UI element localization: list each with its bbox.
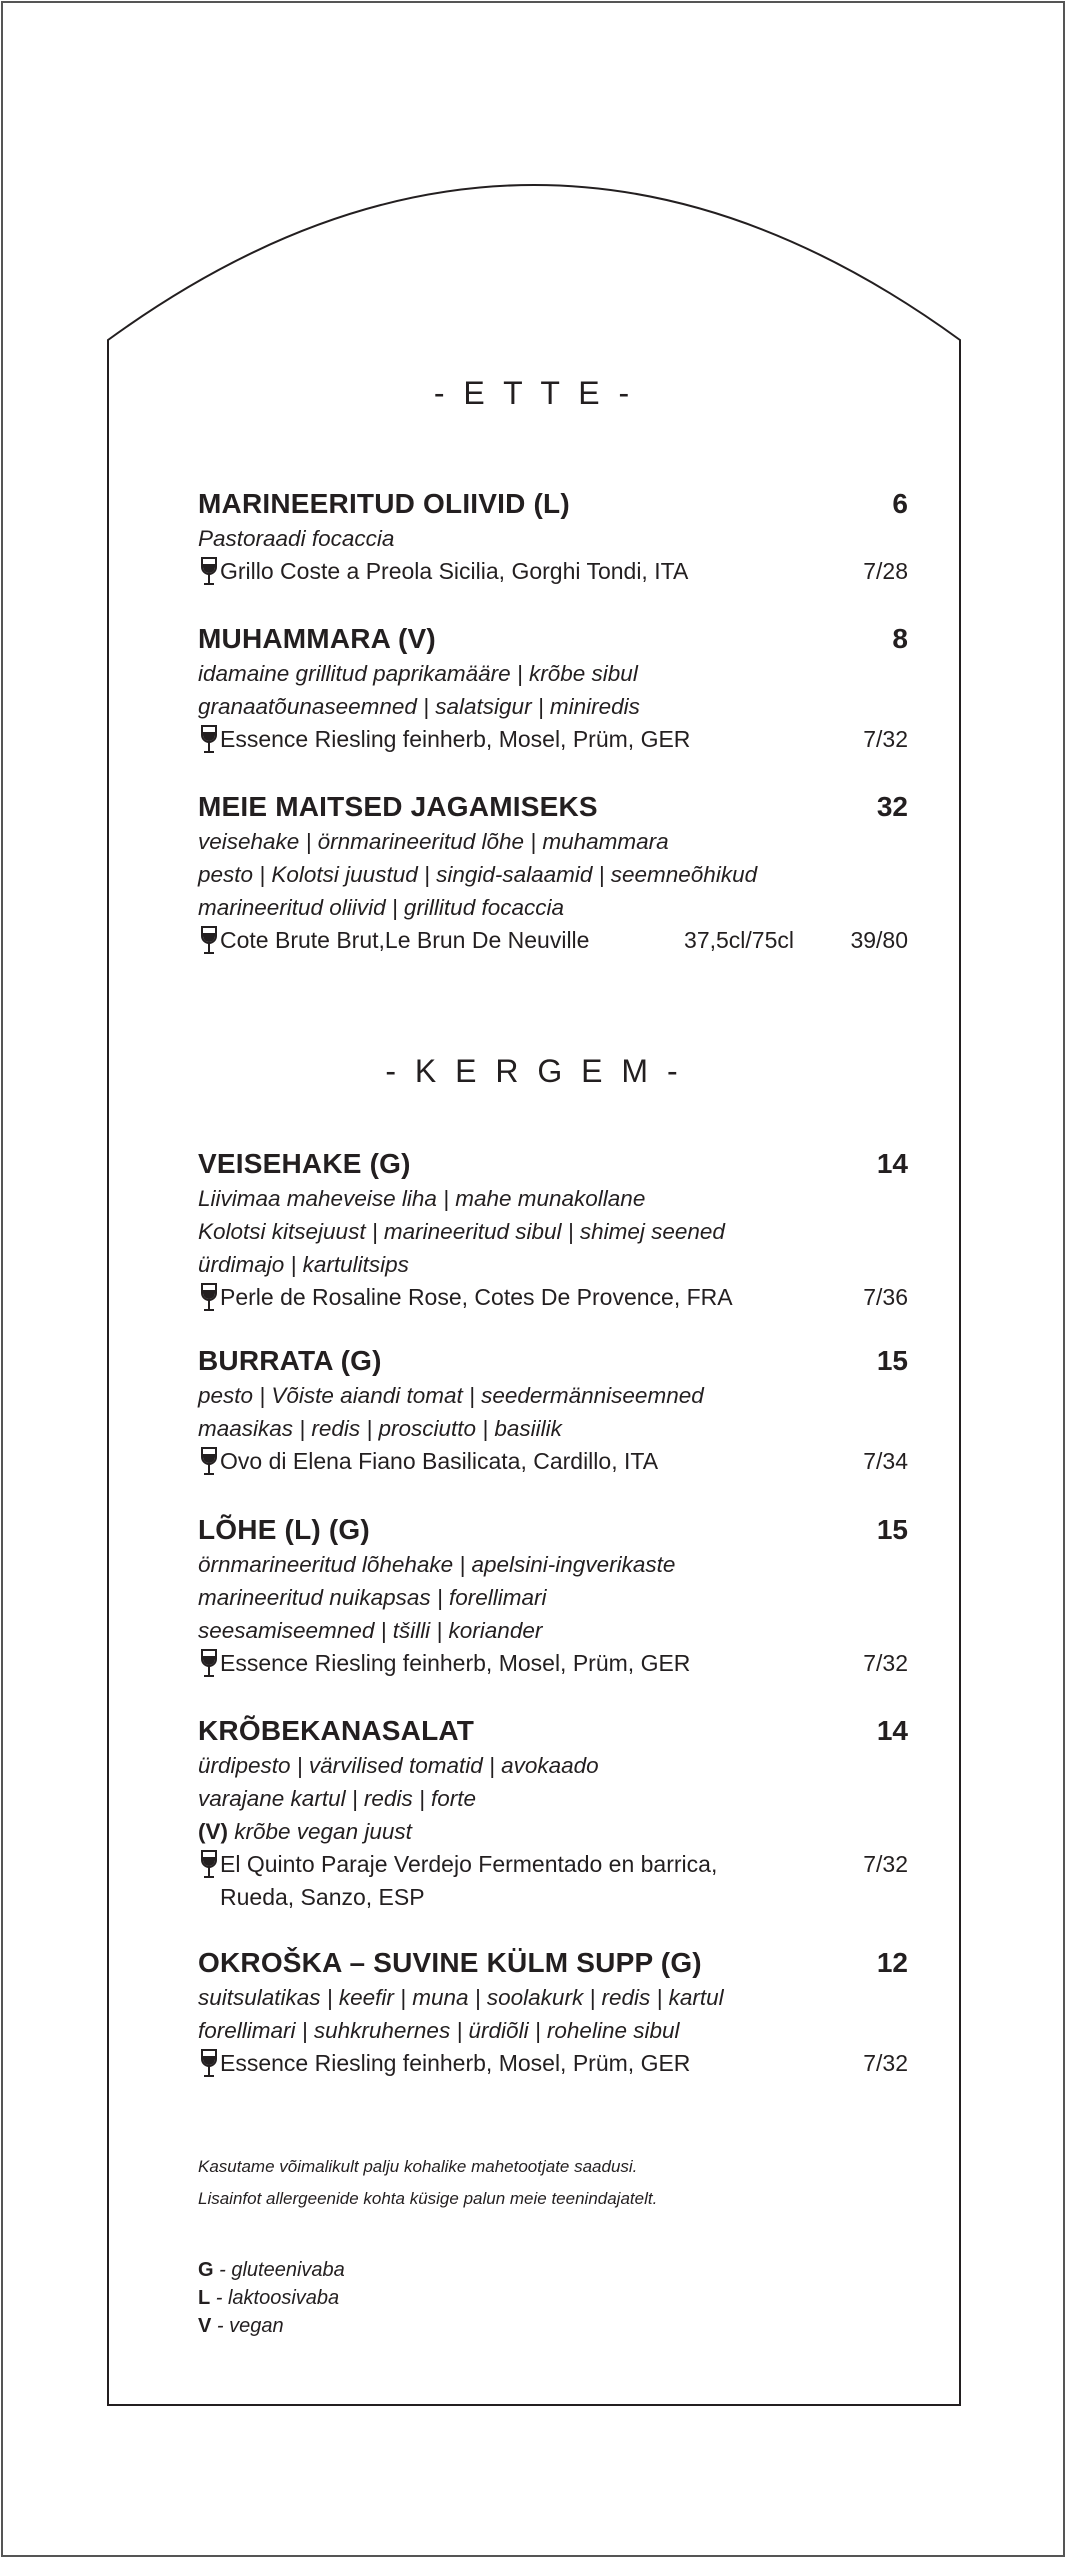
wine-name: Cote Brute Brut,Le Brun De Neuville [220,927,590,953]
menu-item-marineeritud-oliivid [198,486,908,588]
dish-description: marineeritud nuikapsas | forellimari [198,1585,547,1610]
wine-pairing [198,1445,908,1478]
vegan-note-text: krõbe vegan juust [228,1819,412,1844]
wine-name: Essence Riesling feinherb, Mosel, Prüm, GER [220,2050,691,2076]
dish-description: forellimari | suhkruhernes | ürdiõli | roheline sibul [198,2018,680,2043]
legend-label: - gluteenivaba [213,2259,345,2281]
dish-price: 14 [876,1148,908,1179]
wine-glass-icon [198,723,220,756]
wine-name: Essence Riesling feinherb, Mosel, Prüm, GER [220,1650,691,1676]
wine-glass-icon [198,1281,220,1314]
dish-name: MEIE MAITSED JAGAMISEKS [198,791,598,822]
dish-price: 15 [876,1514,908,1545]
legend-key: L [198,2287,211,2309]
dish-price: 8 [892,623,908,654]
wine-price: 7/28 [863,558,908,584]
wine-glass-icon [198,1848,220,1881]
dish-description: örnmarineeritud lõhehake | apelsini-ingverikaste [198,1552,676,1577]
wine-pairing [198,723,908,756]
wine-name [220,1848,818,1914]
wine-volume: 37,5cl/75cl [684,927,794,953]
menu-item-meie-maitsed-jagamiseks [198,789,908,957]
legend-item [198,2312,345,2340]
wine-name-line-1: El Quinto Paraje Verdejo Fermentado en barrica, [220,1851,718,1877]
wine-price: 7/32 [863,1650,908,1676]
dish-price: 32 [876,791,908,822]
dish-description: ürdipesto | värvilised tomatid | avokaado [198,1753,599,1778]
dish-description: marineeritud oliivid | grillitud focaccia [198,895,564,920]
footer-note-local-produce: Kasutame võimalikult palju kohalike mahetootjate saadusi. [198,2157,638,2176]
dish-name: LÕHE (L) (G) [198,1514,370,1545]
legend-key: V [198,2315,212,2337]
wine-price: 39/80 [850,927,908,953]
menu-item-krobekanasalat [198,1713,908,1914]
wine-price: 7/36 [863,1284,908,1310]
dish-name: VEISEHAKE (G) [198,1148,411,1179]
menu-item-muhammara [198,621,908,756]
dish-description: veisehake | örnmarineeritud lõhe | muhammara [198,829,669,854]
wine-pairing [198,1281,908,1314]
dish-description: Liivimaa maheveise liha | mahe munakollane [198,1186,646,1211]
dish-price: 6 [892,488,908,519]
section-title-ette: - E T T E - [433,375,635,411]
dish-description: idamaine grillitud paprikamääre | krõbe sibul [198,661,638,686]
wine-price: 7/32 [863,2050,908,2076]
vegan-tag: (V) [198,1819,228,1844]
dish-description: ürdimajo | kartulitsips [198,1252,409,1277]
wine-name: Perle de Rosaline Rose, Cotes De Provence, FRA [220,1284,733,1310]
dish-description: suitsulatikas | keefir | muna | soolakurk | redis | kartul [198,1985,724,2010]
menu-item-veisehake [198,1146,908,1314]
menu-item-lohe [198,1512,908,1680]
wine-pairing [198,1647,908,1680]
dish-name: KRÕBEKANASALAT [198,1715,475,1746]
dish-description: maasikas | redis | prosciutto | basiilik [198,1416,562,1441]
wine-glass-icon [198,924,220,957]
wine-glass-icon [198,555,220,588]
wine-name: Essence Riesling feinherb, Mosel, Prüm, GER [220,726,691,752]
legend-label: - vegan [211,2315,284,2337]
menu-item-burrata [198,1343,908,1478]
legend-item [198,2256,345,2284]
footer-note-allergens: Lisainfot allergeenide kohta küsige palun meie teenindajatelt. [198,2189,658,2208]
allergen-legend [198,2256,345,2340]
wine-glass-icon [198,1647,220,1680]
section-title-kergem: - K E R G E M - [385,1053,683,1089]
wine-glass-icon [198,1445,220,1478]
dish-vegan-note [198,1815,908,1848]
wine-pairing [198,1848,908,1914]
dish-description: Kolotsi kitsejuust | marineeritud sibul | shimej seened [198,1219,725,1244]
dish-name: MUHAMMARA (V) [198,623,436,654]
dish-description: seesamiseemned | tšilli | koriander [198,1618,543,1643]
wine-price: 7/32 [863,726,908,752]
dish-description: varajane kartul | redis | forte [198,1786,477,1811]
wine-pairing [198,555,908,588]
wine-pairing [198,924,908,957]
wine-glass-icon [198,2047,220,2080]
dish-price: 15 [876,1345,908,1376]
dish-name: BURRATA (G) [198,1345,382,1376]
wine-name-line-2: Rueda, Sanzo, ESP [220,1884,425,1910]
dish-price: 12 [876,1947,908,1978]
dish-description: pesto | Võiste aiandi tomat | seedermänniseemned [198,1383,704,1408]
dish-name: OKROŠKA – SUVINE KÜLM SUPP (G) [198,1947,702,1978]
menu-item-okroska [198,1945,908,2080]
wine-pairing [198,2047,908,2080]
wine-name: Grillo Coste a Preola Sicilia, Gorghi Tondi, ITA [220,558,689,584]
wine-name: Ovo di Elena Fiano Basilicata, Cardillo, ITA [220,1448,659,1474]
wine-price: 7/34 [863,1448,908,1474]
wine-price: 7/32 [863,1851,908,1877]
dish-description: granaatõunaseemned | salatsigur | miniredis [198,694,640,719]
legend-label: - laktoosivaba [210,2287,340,2309]
dish-description: pesto | Kolotsi juustud | singid-salaamid | seemneõhikud [198,862,758,887]
dish-description: Pastoraadi focaccia [198,526,395,551]
legend-item [198,2284,345,2312]
dish-price: 14 [876,1715,908,1746]
dish-name: MARINEERITUD OLIIVID (L) [198,488,570,519]
legend-key: G [198,2259,214,2281]
